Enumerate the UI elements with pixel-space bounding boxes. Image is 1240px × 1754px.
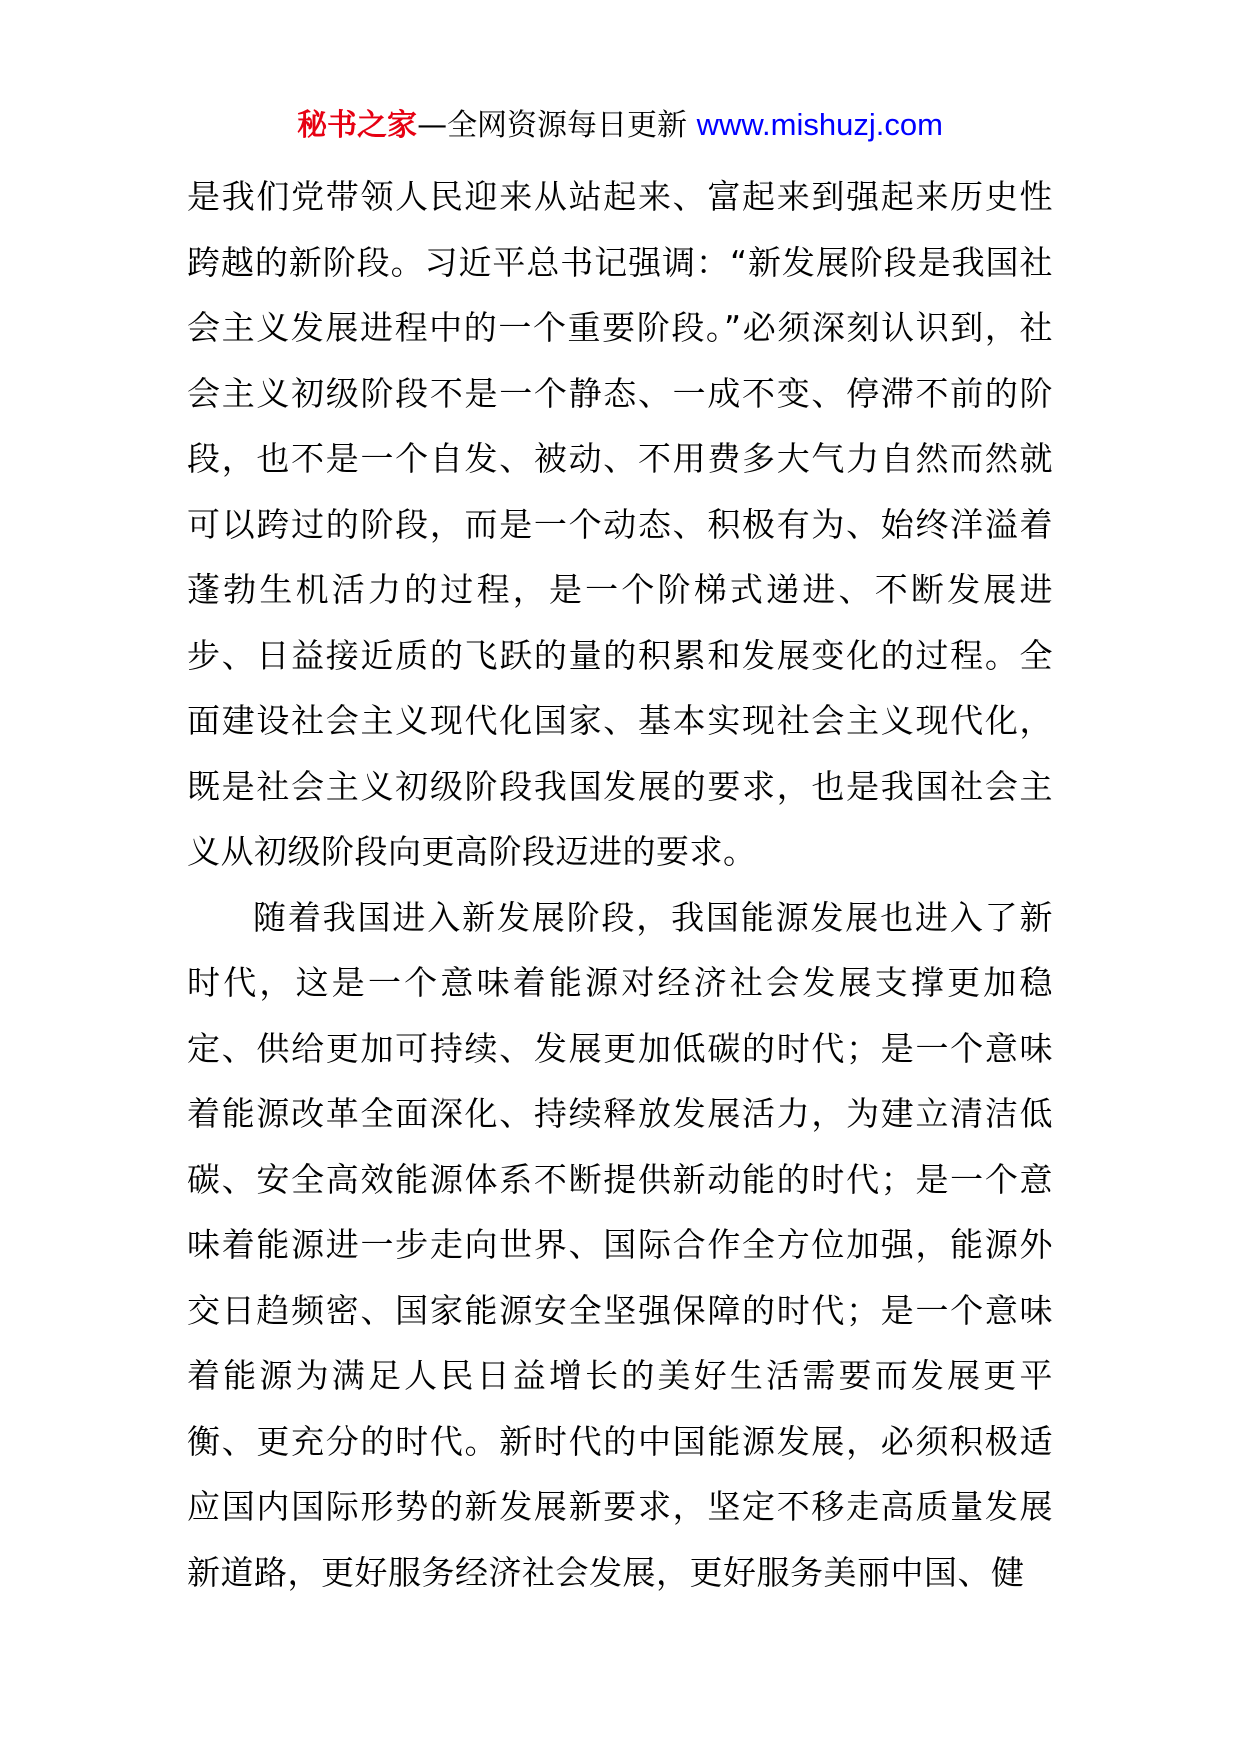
document-body	[187, 164, 1053, 1605]
brand-name: 秘书之家	[297, 108, 418, 143]
site-url-link[interactable]: www.mishuzj.com	[696, 107, 943, 142]
paragraph-continued: 是我们党带领人民迎来从站起来、富起来到强起来历史性跨越的新阶段。习近平总书记强调：“新发展阶段是我国社会主义发展进程中的一个重要阶段。”必须深刻认识到，社会主义初级阶段不是一个静态、一成不变、停滞不前的阶段，也不是一个自发、被动、不用费多大气力自然而然就可以跨过的阶段，而是一个动态、积极有为、始终洋溢着蓬勃生机活力的过程，是一个阶梯式递进、不断发展进步、日益接近质的飞跃的量的积累和发展变化的过程。全面建设社会主义现代化国家、基本实现社会主义现代化，既是社会主义初级阶段我国发展的要求，也是我国社会主义从初级阶段向更高阶段迈进的要求。	[187, 177, 1053, 871]
page-header	[0, 103, 1240, 148]
paragraph: 随着我国进入新发展阶段，我国能源发展也进入了新时代，这是一个意味着能源对经济社会发展支撑更加稳定、供给更加可持续、发展更加低碳的时代；是一个意味着能源改革全面深化、持续释放发展活力，为建立清洁低碳、安全高效能源体系不断提供新动能的时代；是一个意味着能源进一步走向世界、国际合作全方位加强，能源外交日趋频密、国家能源安全坚强保障的时代；是一个意味着能源为满足人民日益增长的美好生活需要而发展更平衡、更充分的时代。新时代的中国能源发展，必须积极适应国内国际形势的新发展新要求，坚定不移走高质量发展新道路，更好服务经济社会发展，更好服务美丽中国、健	[187, 897, 1053, 1592]
header-tagline: —全网资源每日更新	[417, 108, 688, 143]
